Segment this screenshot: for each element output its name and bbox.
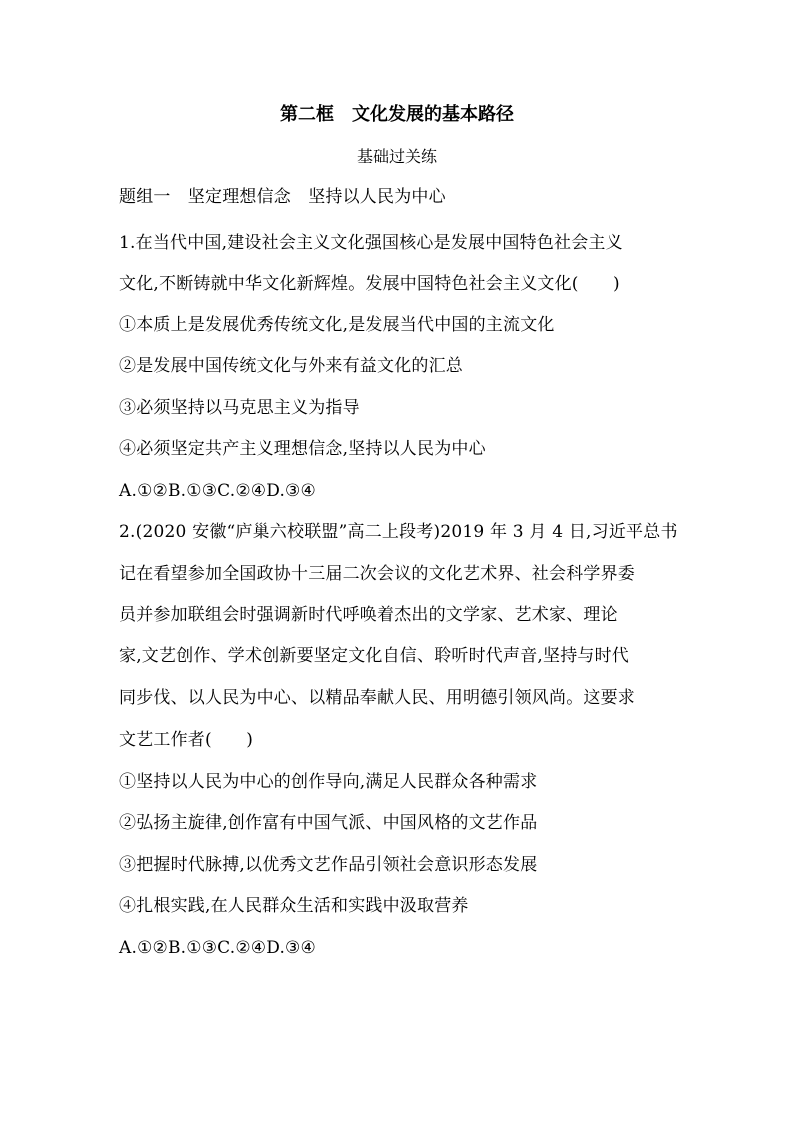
q2-option-4: ④扎根实践,在人民群众生活和实践中汲取营养 [119, 896, 469, 916]
q1-answer-choices: A.①②B.①③C.②④D.③④ [119, 481, 316, 501]
q2-stem-line-3: 员并参加联组会时强调新时代呼唤着杰出的文学家、艺术家、理论 [119, 605, 618, 625]
section-subtitle: 基础过关练 [356, 147, 437, 166]
q2-option-2: ②弘扬主旋律,创作富有中国气派、中国风格的文艺作品 [119, 813, 538, 833]
q2-stem-line-4: 家,文艺创作、学术创新要坚定文化自信、聆听时代声音,坚持与时代 [119, 646, 630, 666]
q1-option-1: ①本质上是发展优秀传统文化,是发展当代中国的主流文化 [119, 315, 555, 335]
group-heading: 题组一 坚定理想信念 坚持以人民为中心 [119, 187, 446, 207]
q2-stem-line-5: 同步伐、以人民为中心、以精品奉献人民、用明德引领风尚。这要求 [119, 688, 635, 708]
q2-answer-choices: A.①②B.①③C.②④D.③④ [119, 938, 316, 958]
q2-option-1: ①坚持以人民为中心的创作导向,满足人民群众各种需求 [119, 772, 538, 792]
q2-option-3: ③把握时代脉搏,以优秀文艺作品引领社会意识形态发展 [119, 855, 538, 875]
q1-stem-line-2: 文化,不断铸就中华文化新辉煌。发展中国特色社会主义文化( ) [119, 274, 620, 294]
q1-option-2: ②是发展中国传统文化与外来有益文化的汇总 [119, 356, 463, 376]
q2-stem-line-6: 文艺工作者( ) [119, 730, 254, 750]
q2-stem-line-2: 记在看望参加全国政协十三届二次会议的文化艺术界、社会科学界委 [119, 564, 635, 584]
q1-option-4: ④必须坚定共产主义理想信念,坚持以人民为中心 [119, 439, 486, 459]
q2-stem-line-1: 2.(2020 安徽“庐巢六校联盟”高二上段考)2019 年 3 月 4 日,习近平总书 [119, 522, 678, 542]
page-title: 第二框 文化发展的基本路径 [280, 104, 514, 125]
q1-option-3: ③必须坚持以马克思主义为指导 [119, 398, 360, 418]
q1-stem-line-1: 1.在当代中国,建设社会主义文化强国核心是发展中国特色社会主义 [119, 233, 623, 253]
